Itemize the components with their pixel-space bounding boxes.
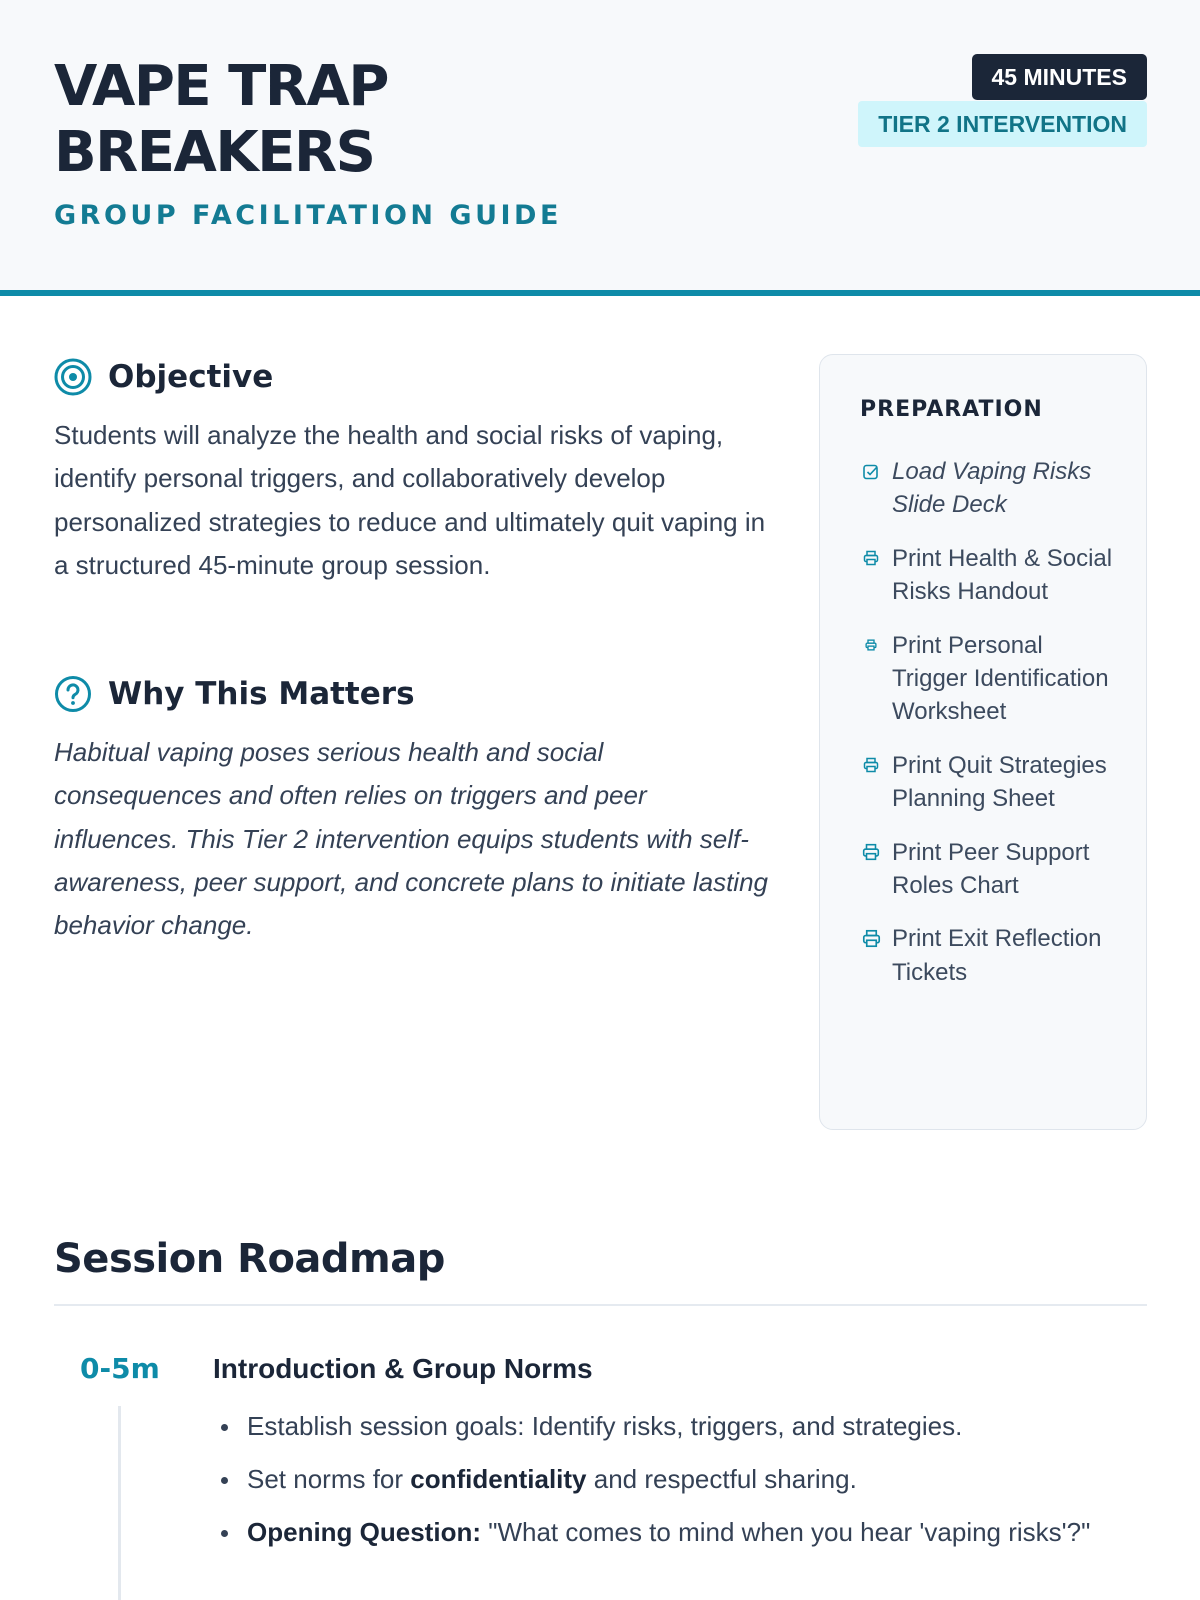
preparation-title: PREPARATION	[860, 397, 1043, 422]
printer-icon	[860, 749, 882, 782]
checkbox-icon	[860, 455, 882, 488]
bullet-text-bold: Opening Question:	[247, 1517, 481, 1547]
why-text: Habitual vaping poses serious health and social consequences and often relies on triggers and peer influences. This Tier 2 intervention equips students with self-awareness, peer support, and concrete plans to initiate lasting behavior change.	[54, 737, 768, 941]
preparation-item	[860, 629, 1120, 729]
bullet-text-post: and respectful sharing.	[586, 1464, 857, 1494]
preparation-item	[860, 455, 1120, 522]
title-line-1: VAPE TRAP	[54, 54, 388, 119]
why-heading: Why This Matters	[108, 676, 415, 712]
roadmap-divider	[54, 1304, 1147, 1306]
objective-heading-row	[54, 358, 273, 396]
segment-bullet	[218, 1512, 1118, 1552]
preparation-item-label: Print Exit Reflection Tickets	[892, 925, 1102, 986]
preparation-item	[860, 922, 1120, 989]
objective-heading: Objective	[108, 359, 274, 395]
preparation-item-label: Print Health & Social Risks Handout	[892, 544, 1113, 606]
preparation-item-label: Print Quit Strategies Planning Sheet	[892, 751, 1107, 813]
timeline-line	[118, 1406, 121, 1600]
duration-badge: 45 MINUTES	[972, 54, 1147, 100]
preparation-item-label: Print Personal Trigger Identification Worksheet	[892, 631, 1109, 726]
segment-time: 0-5m	[80, 1352, 160, 1385]
preparation-item-label: Print Peer Support Roles Chart	[892, 838, 1090, 900]
printer-icon	[860, 836, 882, 869]
printer-icon	[860, 542, 882, 575]
question-circle-icon	[54, 675, 92, 713]
preparation-item	[860, 542, 1120, 609]
bullet-text-post: "What comes to mind when you hear 'vaping risks'?"	[481, 1517, 1091, 1547]
target-icon	[54, 358, 92, 396]
page-subtitle: GROUP FACILITATION GUIDE	[54, 200, 562, 231]
preparation-item-label: Load Vaping Risks Slide Deck	[892, 458, 1092, 519]
bullet-text-bold: confidentiality	[410, 1464, 587, 1494]
objective-text: Students will analyze the health and social risks of vaping, identify personal triggers, and collaboratively develop personalized strategies to reduce and ultimately quit vaping in a structured 45-minute group session.	[54, 420, 766, 580]
title-line-2: BREAKERS	[54, 120, 375, 185]
printer-icon	[860, 629, 882, 662]
bullet-text: Establish session goals: Identify risks, triggers, and strategies.	[247, 1411, 963, 1441]
why-heading-row	[54, 675, 415, 713]
printer-icon	[860, 922, 882, 955]
tier-badge: TIER 2 INTERVENTION	[858, 101, 1147, 147]
page-title	[54, 54, 614, 186]
header	[0, 0, 1200, 296]
segment-bullets	[218, 1406, 1118, 1565]
preparation-list	[860, 455, 1120, 1009]
preparation-item	[860, 749, 1120, 816]
segment-bullet	[218, 1459, 1118, 1499]
preparation-card	[819, 354, 1147, 1130]
roadmap-title: Session Roadmap	[54, 1236, 445, 1282]
bullet-text-pre: Set norms for	[247, 1464, 411, 1494]
preparation-item	[860, 836, 1120, 903]
segment-bullet	[218, 1406, 1118, 1446]
segment-title: Introduction & Group Norms	[213, 1353, 593, 1384]
